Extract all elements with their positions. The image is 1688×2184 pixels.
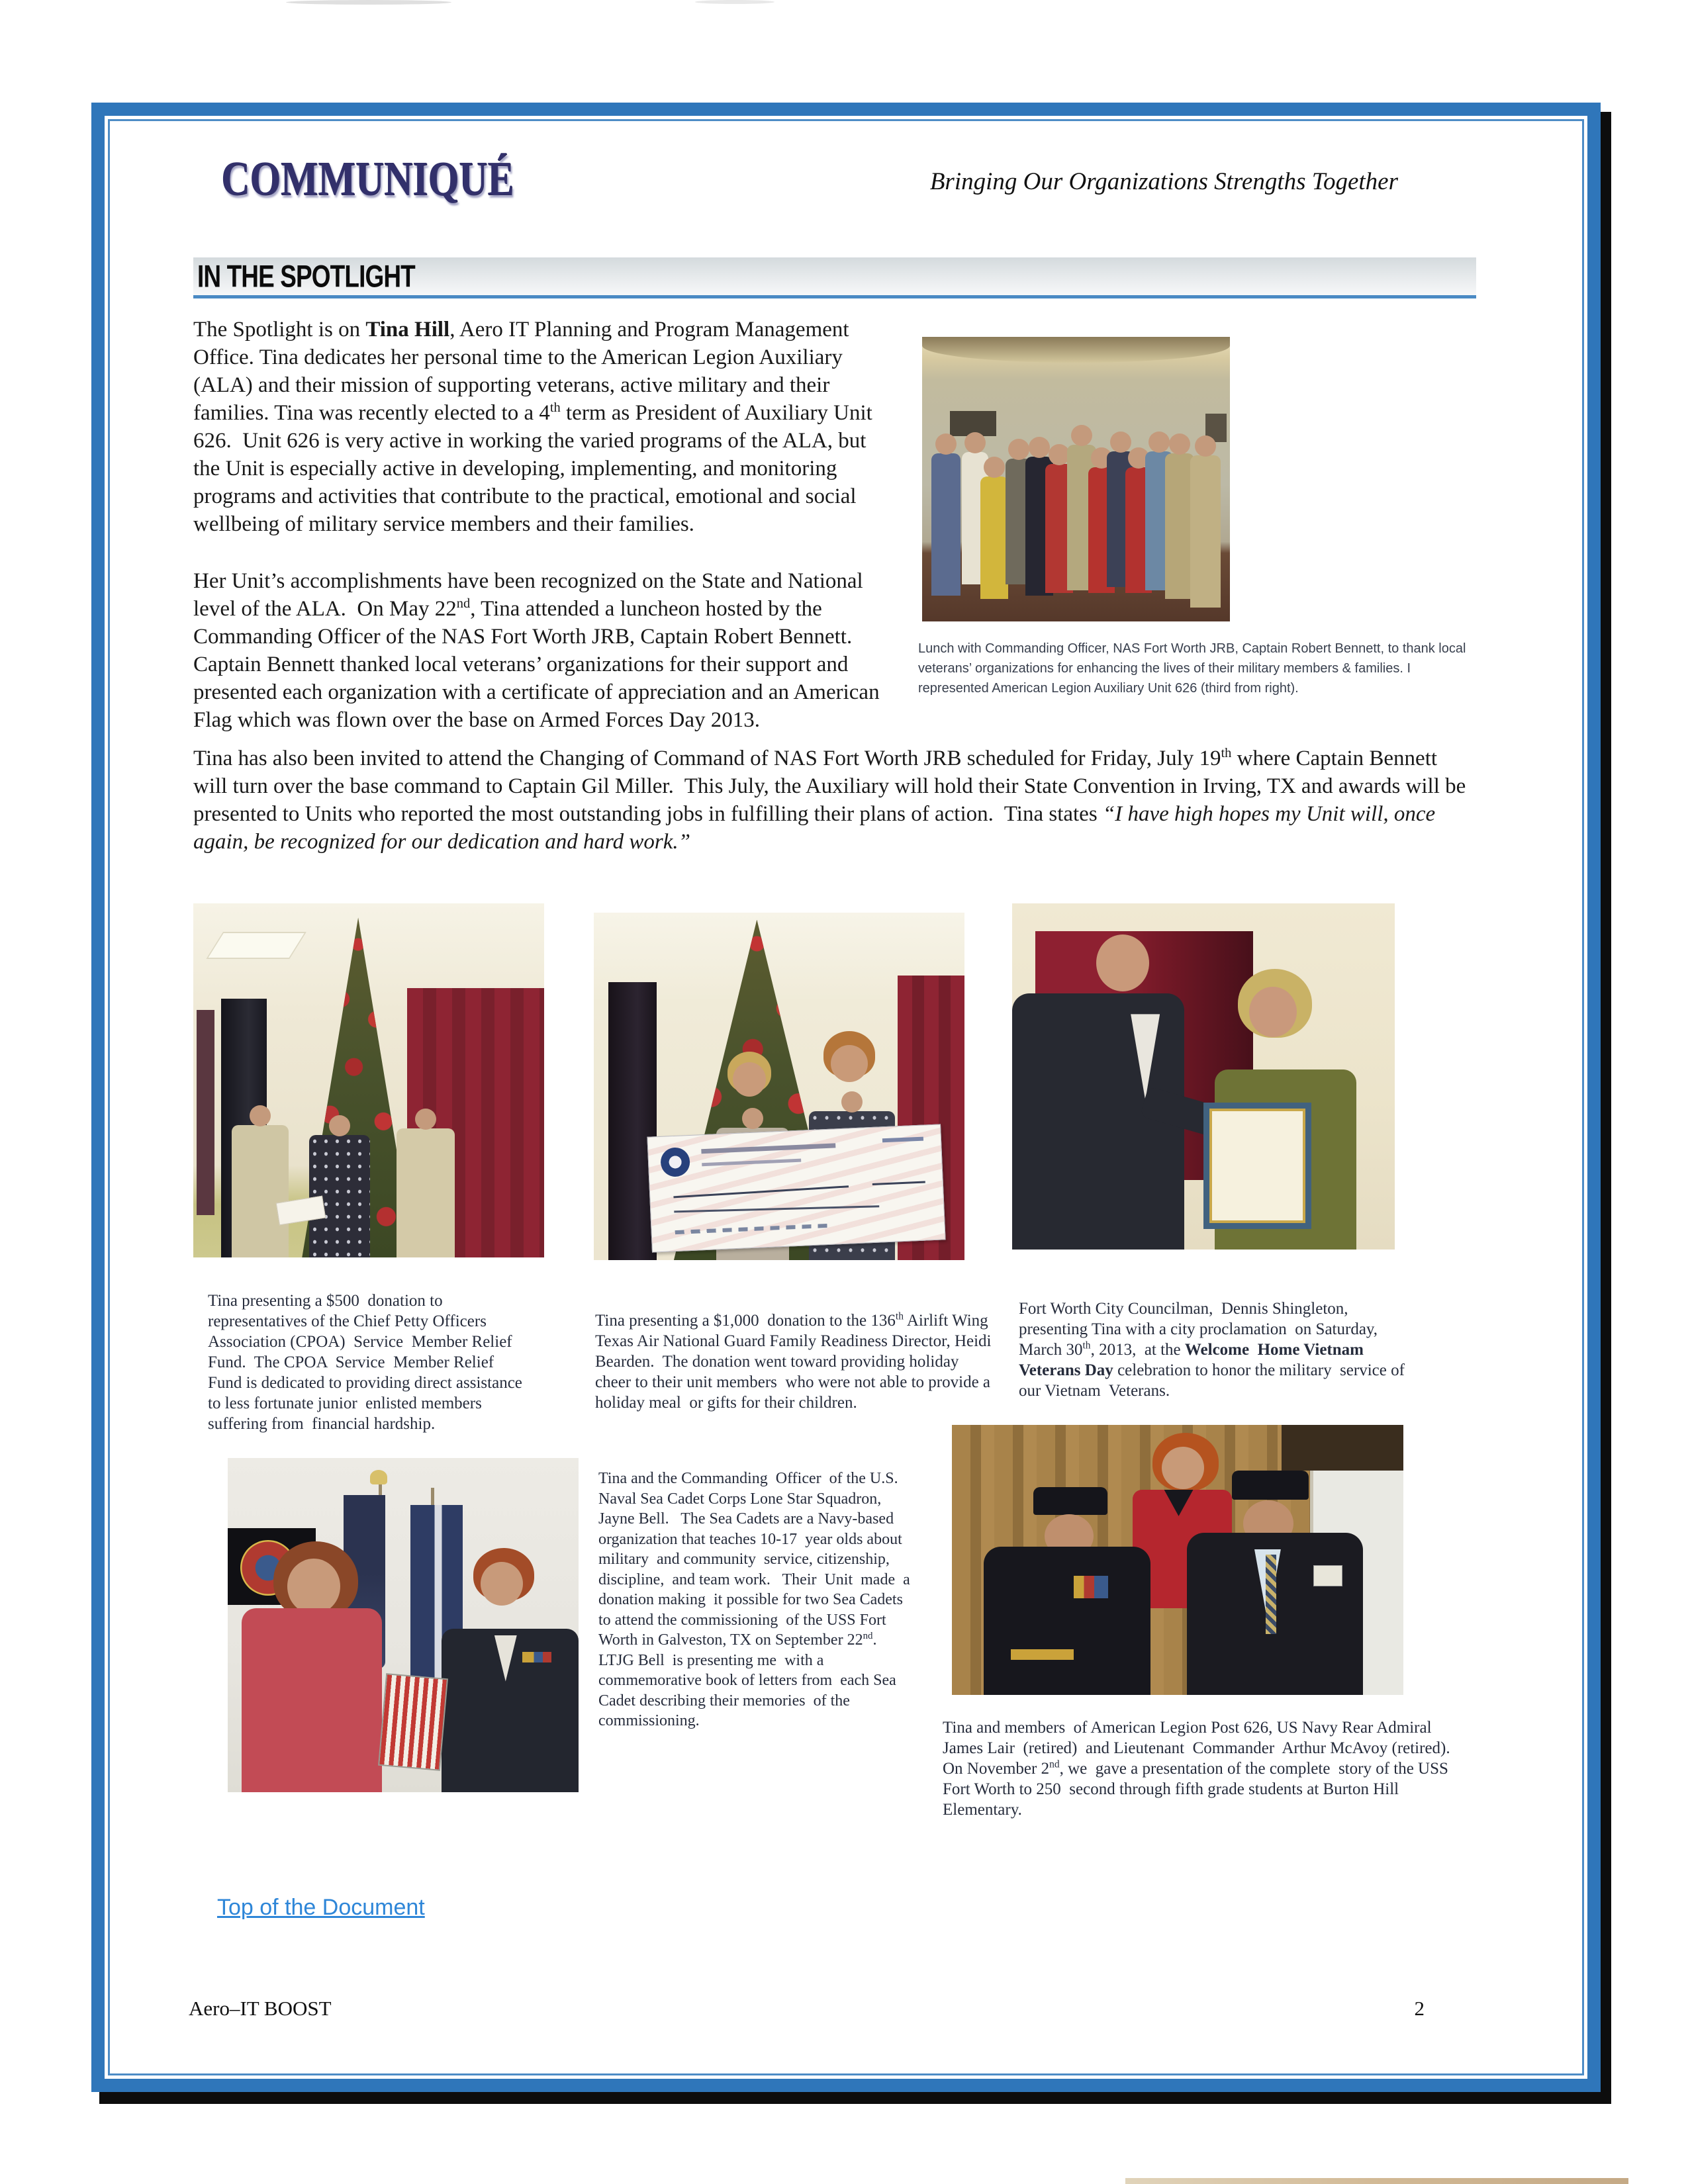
paragraph-unit-accomplishments: Her Unit’s accomplishments have been recognized on the State and National level of the ALA. On May 22nd, Tina attended a luncheon hosted by the Commanding Officer of the NAS Fort Worth JRB, Captain Robert Bennett. Captain Bennett thanked local veterans’ organizations for their support and presented each organization with a certificate of appreciation and an American Flag which was flown over the base on Armed Forces Day 2013. (193, 569, 885, 732)
caption-cpoa: Tina presenting a $500 donation to representatives of the Chief Petty Officers Association (CPOA) Service Member Relief Fund. The CPOA Service Member Relief Fund is dedicated to providing direct assistance to less fortunate junior enlisted members suffering from financial hardship. (208, 1292, 527, 1433)
scan-artifact-top-2 (695, 0, 774, 4)
page-border-frame (91, 103, 1601, 2092)
photo-legion-presentation (952, 1425, 1403, 1695)
newsletter-title: COMMUNIQUÉ (221, 151, 514, 206)
photo-sea-cadet-book (228, 1458, 579, 1792)
oversized-check (647, 1124, 946, 1252)
photo-luncheon-group (922, 337, 1230, 621)
photo-check-presentation (594, 913, 964, 1260)
paragraph-spotlight-intro: The Spotlight is on Tina Hill, Aero IT Planning and Program Management Office. Tina dedicates her personal time to the American Legion Auxiliary (ALA) and their mission of supporting veterans, active military and their families. Tina was recently elected to a 4th term as President of Auxiliary Unit 626. Unit 626 is very active in working the varied programs of the ALA, but the Unit is especially active in developing, implementing, and monitoring programs and activities that contribute to the practical, emotional and social wellbeing of military service members and their families. (193, 318, 878, 536)
photo-column-proclamation (1012, 903, 1409, 1401)
top-photo-caption: Lunch with Commanding Officer, NAS Fort Worth JRB, Captain Robert Bennett, to thank local veterans’ organizations for enhancing the lives of their military members & families. I represented American Legion Auxiliary Unit 626 (third from right). (918, 641, 1470, 696)
page-content (110, 121, 1582, 1921)
caption-airlift-wing: Tina presenting a $1,000 donation to the 136th Airlift Wing Texas Air National Guard Family Readiness Director, Heidi Bearden. The donation went toward providing holiday cheer to their unit members who were not able to provide a holiday meal or gifts for their children. (595, 1310, 996, 1412)
photo-column-airlift-wing (594, 903, 996, 1413)
section-header-bar (193, 257, 1476, 298)
pole-topper-eagle (370, 1470, 387, 1484)
footer-title: Aero–IT BOOST (189, 1997, 332, 2020)
caption-legion: Tina and members of American Legion Post 626, US Navy Rear Admiral James Lair (retired) and Lieutenant Commander Arthur McAvoy (retired). On November 2nd, we gave a presentation of the complete story of the USS Fort Worth to 250 second through fifth grade students at Burton Hill Elementary. (943, 1719, 1463, 1819)
page-number: 2 (1414, 1997, 1425, 2020)
name-badge (1313, 1565, 1342, 1586)
paragraph-change-of-command: Tina has also been invited to attend the Changing of Command of NAS Fort Worth JRB scheduled for Friday, July 19th where Captain Bennett will turn over the base command to Captain Gil Miller. This July, the Auxiliary will hold their State Convention in Irving, TX and awards will be presented to Units who reported the most outstanding jobs in fulfilling their plans of action. Tina states “I have high hopes my Unit will, once again, be recognized for our dedication and hard work.” (193, 746, 1472, 854)
section-title: IN THE SPOTLIGHT (197, 258, 415, 294)
veteran-cap-right (1232, 1471, 1309, 1500)
photo-row (193, 903, 1476, 1434)
photo-cpoa-donation (193, 903, 544, 1257)
masthead (193, 150, 1476, 211)
veteran-cap-left (1033, 1487, 1107, 1515)
caption-proclamation: Fort Worth City Councilman, Dennis Shingleton, presenting Tina with a city proclamation on Saturday, March 30th, 2013, at the Welcome Home Vietnam Veterans Day celebration to honor the military service of our Vietnam Veterans. (1019, 1300, 1409, 1400)
bottom-section (193, 1434, 1476, 1863)
top-photo-block (910, 337, 1476, 698)
tina-red-dress (242, 1608, 382, 1792)
veteran-left-uniform (984, 1547, 1150, 1695)
gold-sleeve-stripe (1011, 1649, 1074, 1660)
dark-corner (1282, 1425, 1403, 1471)
photo-column-cpoa (193, 903, 547, 1434)
flag-left (197, 1010, 214, 1215)
page-border-inner-line (108, 119, 1584, 2075)
man-head (1096, 934, 1149, 991)
framed-proclamation (1203, 1103, 1311, 1229)
ceiling-light (206, 932, 306, 959)
commemorative-book (378, 1673, 448, 1771)
striped-tie (1266, 1555, 1276, 1634)
uniform-ribbon (522, 1652, 551, 1662)
scan-artifact-top (286, 0, 451, 5)
medals (1074, 1576, 1108, 1598)
photo-proclamation-handshake (1012, 903, 1395, 1250)
sea-cadets-text: Tina and the Commanding Officer of the U.S. Naval Sea Cadet Corps Lone Star Squadron, Jayne Bell. The Sea Cadets are a Navy-based organization that teaches 10-17 year olds about military and community service, citizenship, discipline, and team work. Their Unit made a donation making it possible for two Sea Cadets to attend the commissioning of the USS Fort Worth in Galveston, TX on September 22nd. LTJG Bell is presenting me with a commemorative book of letters from each Sea Cadet describing their memories of the commissioning. (598, 1470, 914, 1729)
scan-artifact-bottom (1125, 2178, 1628, 2184)
top-of-document-link[interactable]: Top of the Document (217, 1895, 425, 1920)
newsletter-tagline: Bringing Our Organizations Strengths Together (929, 168, 1398, 195)
black-curtain (608, 982, 657, 1260)
page-footer (189, 1997, 1425, 2021)
